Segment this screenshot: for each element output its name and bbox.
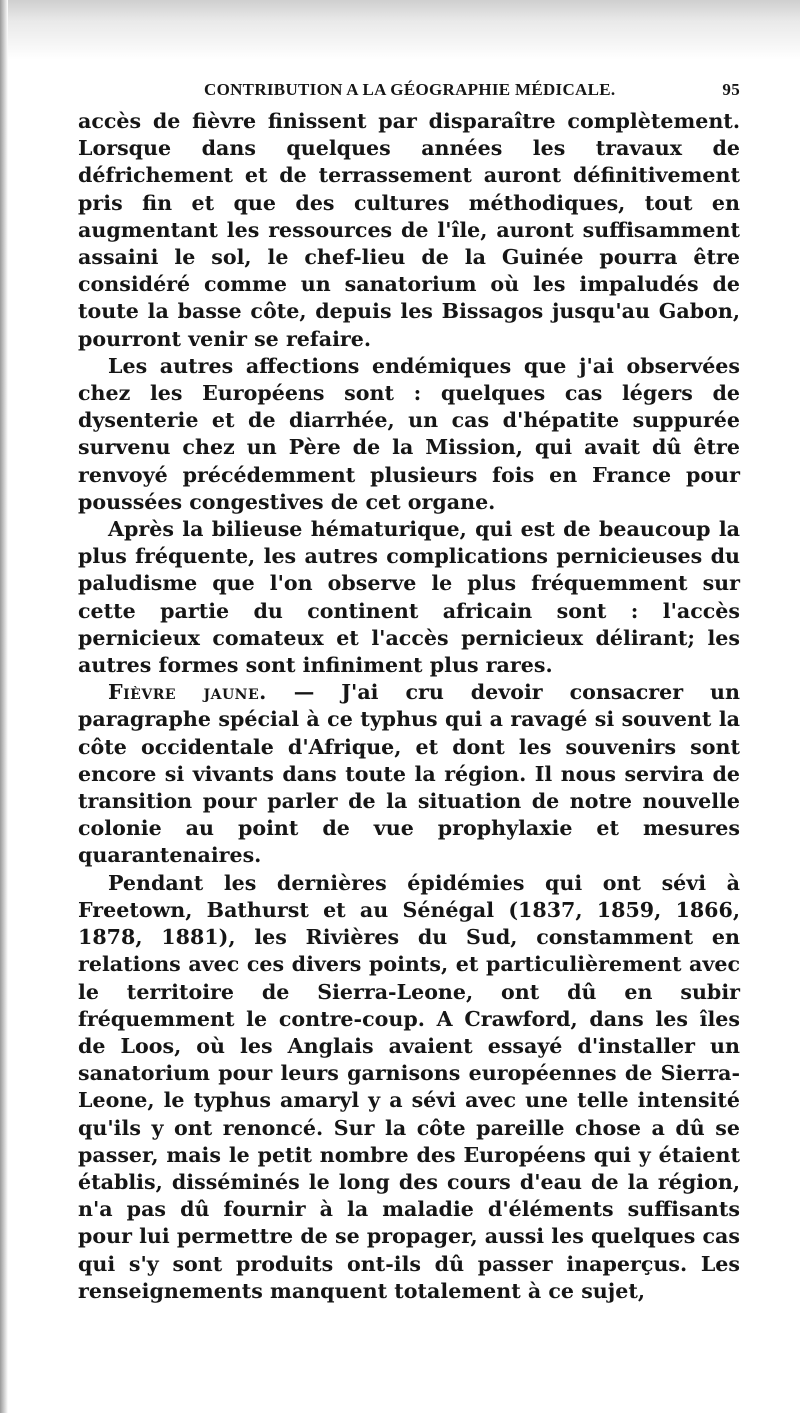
paragraph-1: accès de fièvre finissent par disparaître complètement. Lorsque dans quelques années les travaux de défrichement et de terrassement auront définitivement pris fin et que des cultures méthodiques, tout en augmentant les ressources de l'île, auront suffisamment assaini le sol, le chef-lieu de la Guinée pourra être considéré comme un sanatorium où les impaludés de toute la basse côte, depuis les Bissagos jusqu'au Gabon, pourront venir se refaire.	[78, 109, 740, 351]
paragraph-4-text: — J'ai cru devoir consacrer un paragraphe spécial à ce typhus qui a ravagé si souvent la côte occidentale d'Afrique, et dont les souvenirs sont encore si vivants dans toute la région. Il nous servira de transition pour parler de la situation de notre nouvelle colonie au point de vue prophylaxie et mesures quarantenaires.	[78, 680, 740, 868]
running-title: CONTRIBUTION A LA GÉOGRAPHIE MÉDICALE.	[204, 80, 616, 99]
running-header	[78, 78, 740, 104]
book-page	[78, 78, 740, 1305]
binding-shadow	[0, 0, 8, 1413]
paragraph-4	[78, 679, 740, 869]
paragraph-3: Après la bilieuse hématurique, qui est de beaucoup la plus fréquente, les autres complications pernicieuses du paludisme que l'on observe le plus fréquemment sur cette partie du continent africain sont : l'accès pernicieux comateux et l'accès pernicieux délirant; les autres formes sont infiniment plus rares.	[78, 517, 740, 678]
page-number: 95	[722, 80, 740, 99]
section-heading: Fièvre jaune.	[108, 680, 267, 705]
body-text	[78, 108, 740, 1305]
paragraph-2: Les autres affections endémiques que j'ai observées chez les Européens sont : quelques cas légers de dysenterie et de diarrhée, un cas d'hépatite suppurée survenu chez un Père de la Mission, qui avait dû être renvoyé précédemment plusieurs fois en France pour poussées congestives de cet organe.	[78, 353, 740, 514]
paragraph-5: Pendant les dernières épidémies qui ont sévi à Freetown, Bathurst et au Sénégal (1837, 1859, 1866, 1878, 1881), les Rivières du Sud, constamment en relations avec ces divers points, et particulièrement avec le territoire de Sierra-Leone, ont dû en subir fréquemment le contre-coup. A Crawford, dans les îles de Loos, où les Anglais avaient essayé d'installer un sanatorium pour leurs garnisons européennes de Sierra-Leone, le typhus amaryl y a sévi avec une telle intensité qu'ils y ont renoncé. Sur la côte pareille chose a dû se passer, mais le petit nombre des Européens qui y étaient établis, disséminés le long des cours d'eau de la région, n'a pas dû fournir à la maladie d'éléments suffisants pour lui permettre de se propager, aussi les quelques cas qui s'y sont produits ont-ils dû passer inaperçus. Les renseignements manquent totalement à ce sujet,	[78, 870, 740, 1303]
scan-shadow	[0, 0, 800, 60]
